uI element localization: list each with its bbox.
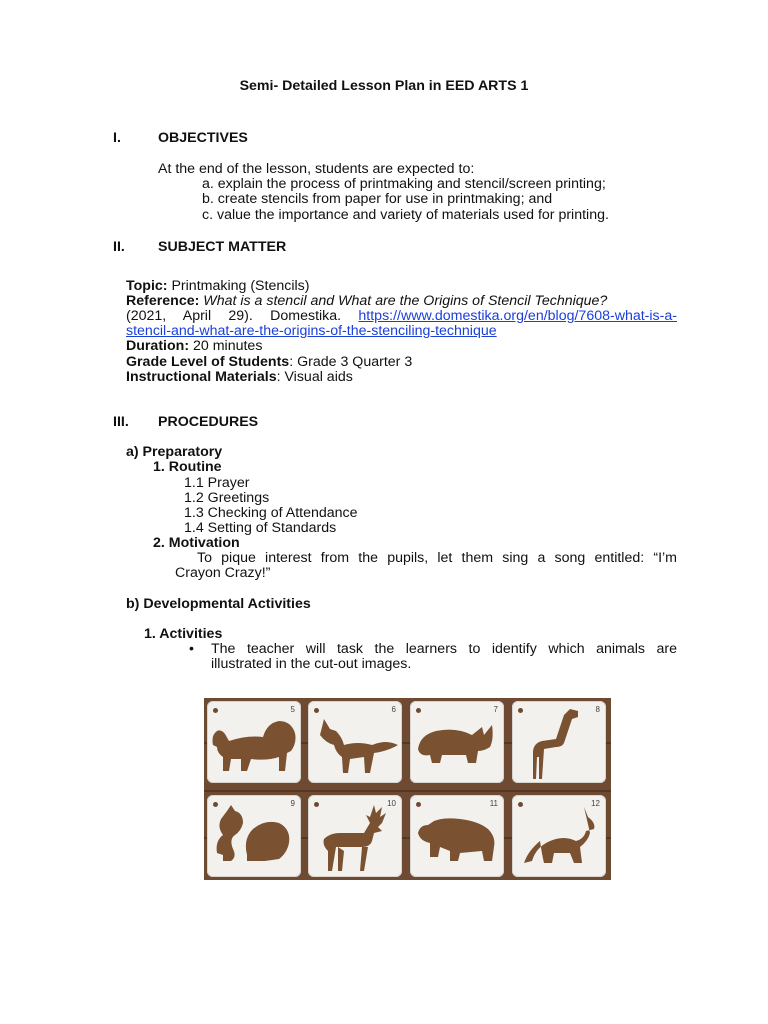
routine-item: 1.2 Greetings — [184, 490, 270, 506]
stencil-card — [512, 795, 606, 877]
stencil-card — [512, 701, 606, 783]
materials-label: Instructional Materials — [126, 369, 277, 385]
duration-label: Duration: — [126, 338, 190, 354]
activity-text-line2: illustrated in the cut-out images. — [211, 656, 412, 672]
routine-heading: 1. Routine — [153, 459, 222, 475]
motivation-text-line1: To pique interest from the pupils, let them sing a song entitled: “I’m — [197, 550, 677, 566]
motivation-heading: 2. Motivation — [153, 535, 240, 551]
reference-line-2 — [126, 309, 677, 324]
topic-value: Printmaking (Stencils) — [171, 278, 310, 294]
lion-icon — [207, 701, 301, 783]
reference-line-3 — [126, 324, 497, 339]
objective-item-b: b. create stencils from paper for use in printmaking; and — [202, 191, 553, 207]
card-number: 10 — [387, 799, 396, 808]
reference-date: (2021, April 29). Domestika. — [126, 308, 342, 324]
bear-icon — [410, 795, 504, 877]
motivation-text-line2: Crayon Crazy!” — [175, 565, 271, 581]
duration-value: 20 minutes — [193, 338, 263, 354]
grade-label: Grade Level of Students — [126, 354, 290, 370]
materials-value: : Visual aids — [276, 369, 353, 385]
materials-line — [126, 370, 353, 385]
objective-item-a: a. explain the process of printmaking and stencil/screen printing; — [202, 176, 606, 192]
animal-stencils-image — [204, 698, 611, 880]
grade-level-line — [126, 355, 412, 370]
activity-text-line1: The teacher will task the learners to identify which animals are — [211, 641, 677, 657]
fox-icon — [308, 701, 402, 783]
reference-label: Reference: — [126, 293, 200, 309]
card-number: 6 — [391, 705, 396, 714]
objectives-intro: At the end of the lesson, students are expected to: — [158, 161, 475, 177]
giraffe-icon — [512, 701, 606, 783]
rhino-icon — [410, 701, 504, 783]
reference-line — [126, 294, 677, 309]
stencil-card — [207, 701, 301, 783]
reference-link-line2[interactable]: stencil-and-what-are-the-origins-of-the-stenciling-technique — [126, 323, 497, 339]
card-number: 7 — [493, 705, 498, 714]
routine-item: 1.4 Setting of Standards — [184, 520, 337, 536]
duration-line — [126, 339, 262, 354]
routine-item: 1.1 Prayer — [184, 475, 250, 491]
card-number: 5 — [290, 705, 295, 714]
stencil-card — [308, 701, 402, 783]
developmental-heading: b) Developmental Activities — [126, 596, 311, 612]
topic-label: Topic: — [126, 278, 168, 294]
wood-grain-line — [204, 790, 611, 792]
deer-icon — [308, 795, 402, 877]
section-heading-procedures: PROCEDURES — [158, 414, 259, 430]
section-heading-objectives: OBJECTIVES — [158, 130, 248, 146]
card-number: 11 — [489, 799, 498, 808]
topic-line — [126, 279, 309, 294]
stencil-card — [207, 795, 301, 877]
reference-title: What is a stencil and What are the Origins of Stencil Technique? — [203, 293, 608, 309]
objective-item-c: c. value the importance and variety of materials used for printing. — [202, 207, 609, 223]
stencil-card — [410, 795, 504, 877]
routine-item: 1.3 Checking of Attendance — [184, 505, 358, 521]
reference-link-line1[interactable]: https://www.domestika.org/en/blog/7608-what-is-a- — [358, 308, 677, 324]
stencil-card — [410, 701, 504, 783]
bullet: • — [189, 641, 194, 657]
wolf-icon — [512, 795, 606, 877]
activities-heading: 1. Activities — [144, 626, 223, 642]
section-numeral-objectives: I. — [113, 130, 121, 146]
page-title: Semi- Detailed Lesson Plan in EED ARTS 1 — [239, 78, 529, 94]
stencil-card — [308, 795, 402, 877]
section-numeral-subject-matter: II. — [113, 239, 125, 255]
section-heading-subject-matter: SUBJECT MATTER — [158, 239, 287, 255]
grade-value: : Grade 3 Quarter 3 — [289, 354, 413, 370]
card-number: 12 — [591, 799, 600, 808]
card-number: 8 — [595, 705, 600, 714]
squirrel-icon — [207, 795, 301, 877]
section-numeral-procedures: III. — [113, 414, 129, 430]
card-number: 9 — [290, 799, 295, 808]
preparatory-heading: a) Preparatory — [126, 444, 223, 460]
